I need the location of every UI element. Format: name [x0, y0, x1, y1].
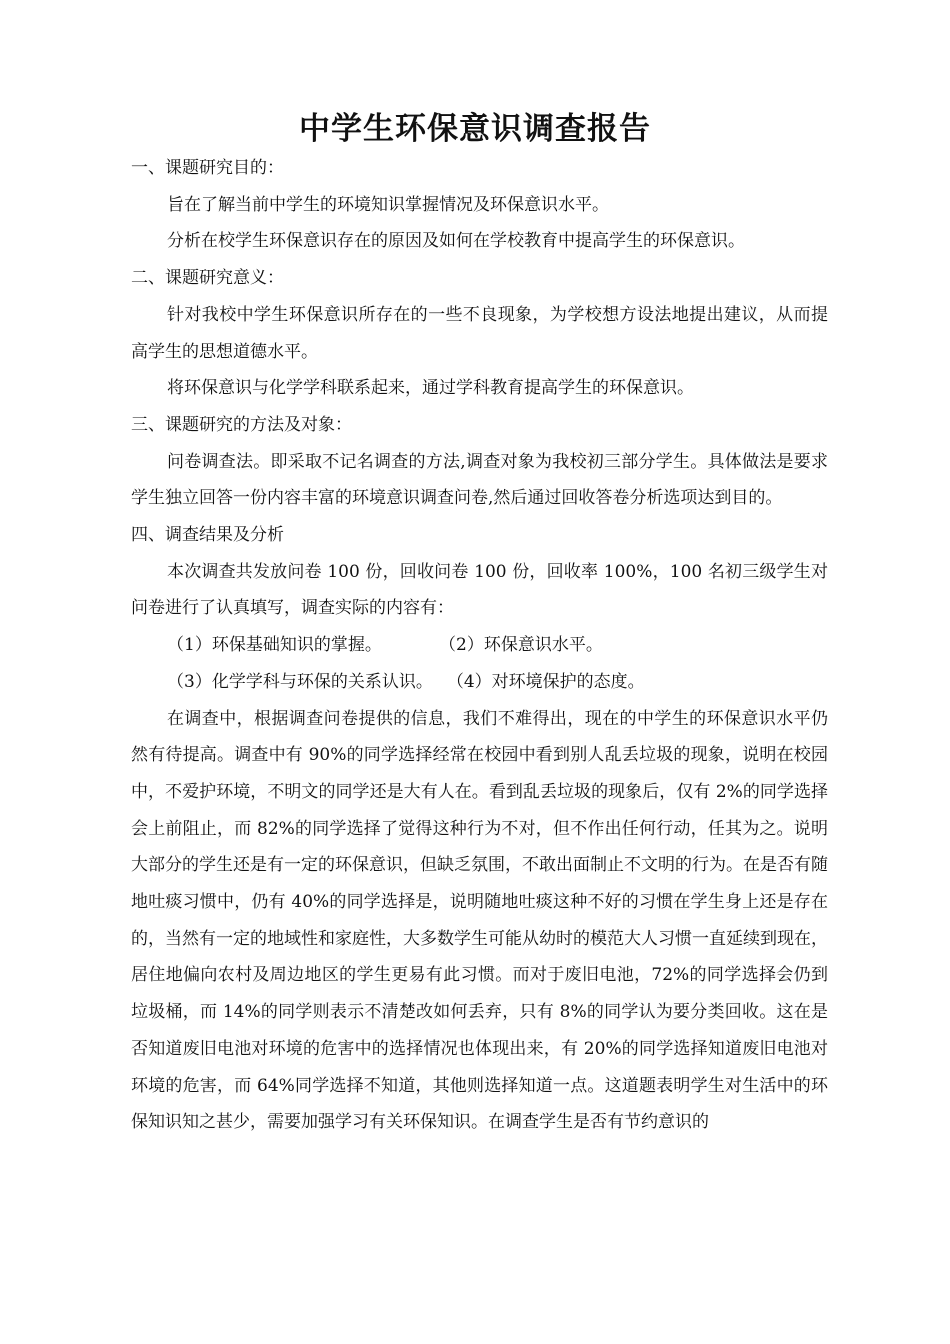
- survey-item: （2）环保意识水平。: [439, 635, 603, 656]
- section-2-paragraph-1: 针对我校中学生环保意识所存在的一些不良现象，为学校想方设法地提出建议，从而提高学生的思想道德水平。: [131, 304, 828, 362]
- report-title: 中学生环保意识调查报告: [299, 111, 651, 147]
- survey-item: （1）环保基础知识的掌握。: [167, 635, 382, 656]
- survey-items-row-1: [131, 627, 828, 664]
- section-1-paragraph-2: 分析在校学生环保意识存在的原因及如何在学校教育中提高学生的环保意识。: [167, 231, 745, 252]
- section-2-heading: 二、课题研究意义：: [131, 268, 284, 289]
- survey-items-row-2: [131, 664, 828, 701]
- section-4-paragraph-2: 在调查中，根据调查问卷提供的信息，我们不难得出，现在的中学生的环保意识水平仍然有待提高。调查中有 90%的同学选择经常在校园中看到别人乱丢垃圾的现象，说明在校园中，不爱护环境，不明文的同学还是大有人在。看到乱丢垃圾的现象后，仅有 2%的同学选择会上前阻止，而 82%的同学选择了觉得这种行为不对，但不作出任何行动，任其为之。说明大部分的学生还是有一定的环保意识，但缺乏氛围，不敢出面制止不文明的行为。在是否有随地吐痰习惯中，仍有 40%的同学选择是，说明随地吐痰这种不好的习惯在学生身上还是存在的，当然有一定的地域性和家庭性，大多数学生可能从幼时的模范大人习惯一直延续到现在，居住地偏向农村及周边地区的学生更易有此习惯。而对于废旧电池，72%的同学选择会仍到垃圾桶，而 14%的同学则表示不清楚改如何丢弃，只有 8%的同学认为要分类回收。这在是否知道废旧电池对环境的危害中的选择情况也体现出来，有 20%的同学选择知道废旧电池对环境的危害，而 64%同学选择不知道，其他则选择知道一点。这道题表明学生对生活中的环保知识知之甚少，需要加强学习有关环保知识。在调查学生是否有节约意识的: [131, 708, 828, 1133]
- section-1-heading: 一、课题研究目的：: [131, 158, 284, 178]
- survey-item: （4）对环境保护的态度。: [446, 671, 645, 692]
- section-3-heading: 三、课题研究的方法及对象：: [131, 414, 352, 435]
- survey-item: （3）化学学科与环保的关系认识。: [167, 671, 433, 692]
- section-4-heading: 四、调查结果及分析: [131, 525, 284, 546]
- section-4-paragraph-1: 本次调查共发放问卷 100 份，回收问卷 100 份，回收率 100%，100 名初三级学生对问卷进行了认真填写，调查实际的内容有：: [131, 561, 828, 619]
- section-2-paragraph-2: 将环保意识与化学学科联系起来，通过学科教育提高学生的环保意识。: [167, 378, 694, 399]
- section-3-paragraph-1: 问卷调查法。即采取不记名调查的方法,调查对象为我校初三部分学生。具体做法是要求学生独立回答一份内容丰富的环境意识调查问卷,然后通过回收答卷分析选项达到目的。: [131, 451, 828, 509]
- report-body: [131, 150, 828, 1141]
- section-1-paragraph-1: 旨在了解当前中学生的环境知识掌握情况及环保意识水平。: [167, 194, 609, 215]
